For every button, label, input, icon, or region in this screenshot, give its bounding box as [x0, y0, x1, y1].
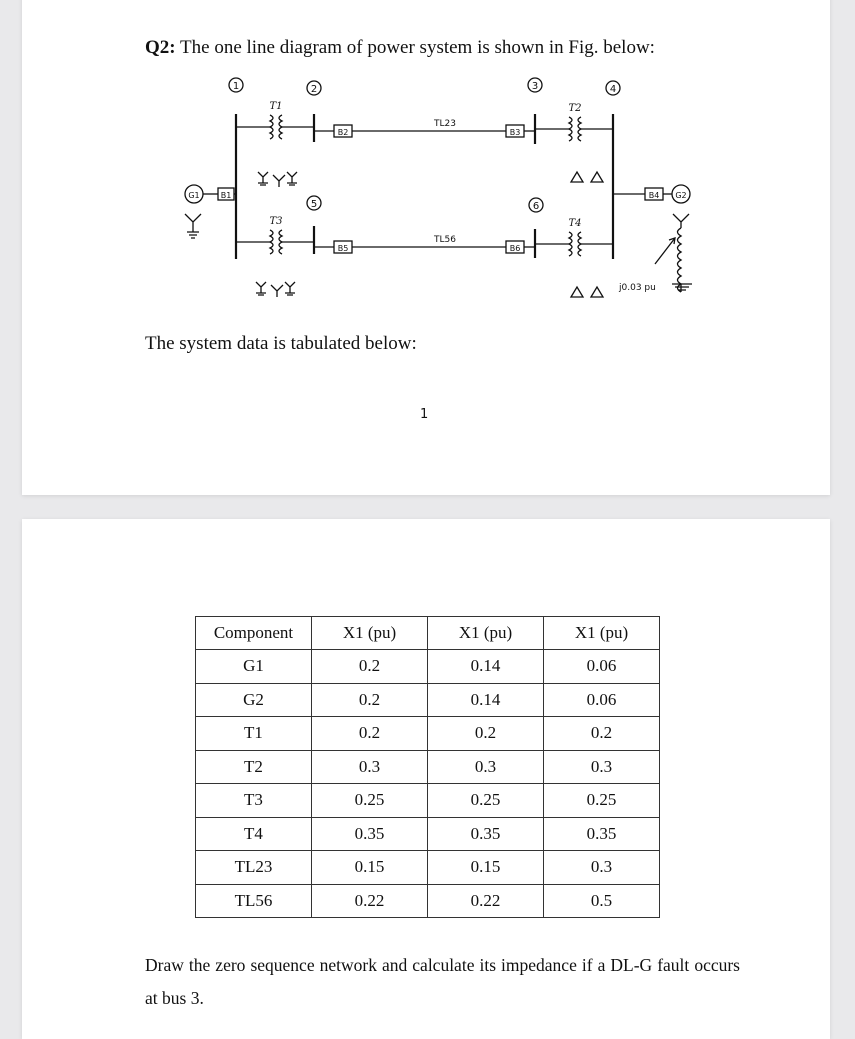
- header-x2: X1 (pu): [428, 617, 544, 650]
- transformer-t3-label: T3: [269, 216, 283, 227]
- ground-impedance-label: j0.03 pu: [619, 283, 656, 293]
- cell-component: G1: [196, 650, 312, 684]
- system-data-table: [195, 616, 660, 918]
- cell-component: T4: [196, 817, 312, 851]
- bus-1-label: 1: [232, 81, 240, 92]
- question-text: The one line diagram of power system is shown in Fig. below:: [180, 37, 655, 58]
- cell-x2: 0.22: [428, 884, 544, 918]
- breaker-b6-label: B6: [509, 244, 521, 253]
- table-row: [196, 784, 660, 818]
- question-label: Q2:: [145, 37, 176, 58]
- cell-x1: 0.22: [312, 884, 428, 918]
- cell-x0: 0.3: [544, 750, 660, 784]
- cell-component: T2: [196, 750, 312, 784]
- generator-g1-label: G1: [188, 191, 200, 200]
- table-row: [196, 750, 660, 784]
- transformer-t2-label: T2: [568, 103, 582, 114]
- cell-x0: 0.06: [544, 650, 660, 684]
- cell-x2: 0.3: [428, 750, 544, 784]
- breaker-b1-label: B1: [220, 191, 232, 200]
- bus-5-label: 5: [310, 199, 318, 210]
- question-title: [145, 37, 655, 59]
- cell-x0: 0.2: [544, 717, 660, 751]
- cell-component: T1: [196, 717, 312, 751]
- cell-x1: 0.25: [312, 784, 428, 818]
- bus-3-label: 3: [531, 81, 539, 92]
- cell-x0: 0.5: [544, 884, 660, 918]
- cell-component: TL23: [196, 851, 312, 885]
- bus-6-label: 6: [532, 201, 540, 212]
- closing-instruction: Draw the zero sequence network and calculate its impedance if a DL-G fault occurs at bus 3.: [145, 955, 740, 1008]
- cell-x1: 0.3: [312, 750, 428, 784]
- cell-x1: 0.2: [312, 683, 428, 717]
- breaker-b5-label: B5: [337, 244, 349, 253]
- bus-2-label: 2: [310, 84, 318, 95]
- cell-x2: 0.14: [428, 650, 544, 684]
- breaker-b2-label: B2: [337, 128, 349, 137]
- table-row: [196, 683, 660, 717]
- table-row: [196, 717, 660, 751]
- breaker-b3-label: B3: [509, 128, 521, 137]
- cell-component: TL56: [196, 884, 312, 918]
- cell-x2: 0.14: [428, 683, 544, 717]
- table-row: [196, 884, 660, 918]
- page-number: 1: [420, 407, 429, 422]
- cell-x0: 0.3: [544, 851, 660, 885]
- line-tl23-label: TL23: [434, 119, 456, 129]
- document-page-1: [22, 0, 830, 495]
- table-row: [196, 650, 660, 684]
- transformer-t4-label: T4: [568, 218, 582, 229]
- generator-g2-label: G2: [675, 191, 687, 200]
- cell-x1: 0.2: [312, 650, 428, 684]
- table-row: [196, 817, 660, 851]
- cell-x1: 0.2: [312, 717, 428, 751]
- cell-component: T3: [196, 784, 312, 818]
- cell-x1: 0.15: [312, 851, 428, 885]
- header-x0: X1 (pu): [544, 617, 660, 650]
- header-x1: X1 (pu): [312, 617, 428, 650]
- transformer-t1-label: T1: [269, 101, 283, 112]
- cell-x0: 0.25: [544, 784, 660, 818]
- bus-4-label: 4: [609, 84, 617, 95]
- one-line-diagram: [142, 72, 702, 312]
- cell-x2: 0.2: [428, 717, 544, 751]
- cell-x0: 0.35: [544, 817, 660, 851]
- cell-x2: 0.35: [428, 817, 544, 851]
- table-row: [196, 851, 660, 885]
- line-tl56-label: TL56: [434, 235, 456, 245]
- document-page-2: [22, 519, 830, 1039]
- table-header-row: [196, 617, 660, 650]
- cell-x2: 0.15: [428, 851, 544, 885]
- cell-x0: 0.06: [544, 683, 660, 717]
- header-component: Component: [196, 617, 312, 650]
- cell-x2: 0.25: [428, 784, 544, 818]
- cell-x1: 0.35: [312, 817, 428, 851]
- table-intro-text: The system data is tabulated below:: [145, 333, 417, 354]
- cell-component: G2: [196, 683, 312, 717]
- breaker-b4-label: B4: [648, 191, 660, 200]
